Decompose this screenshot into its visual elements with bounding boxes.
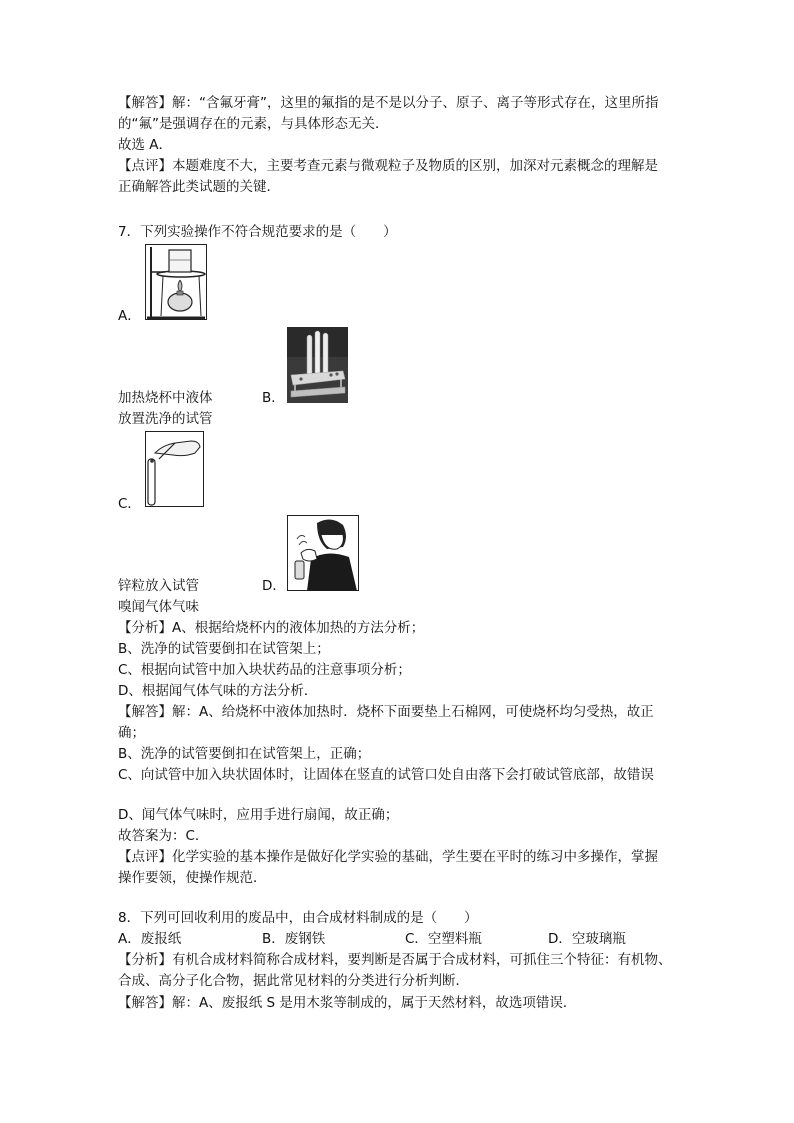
q7-analysis-line: C、根据向试管中加入块状药品的注意事项分析； bbox=[118, 662, 411, 678]
option-a-caption: 加热烧杯中液体 bbox=[118, 390, 213, 406]
q7-answer-line: 确； bbox=[118, 725, 145, 741]
q7-stem: 7．下列实验操作不符合规范要求的是（ ） bbox=[118, 224, 397, 240]
q8-answer: 【解答】解：A、废报纸 S 是用木浆等制成的，属于天然材料，故选项错误． bbox=[118, 995, 577, 1011]
q8-option-d: D．空玻璃瓶 bbox=[548, 931, 626, 947]
q6-answer-line2: 的“氟”是强调存在的元素，与具体形态无关． bbox=[118, 116, 389, 132]
q8-option-c: C．空塑料瓶 bbox=[405, 931, 482, 947]
q7-answer-line: C、向试管中加入块状固体时，让固体在竖直的试管口处自由落下会打破试管底部，故错误 bbox=[118, 767, 654, 783]
q8-option-b: B．废钢铁 bbox=[262, 931, 326, 947]
heating-beaker-figure bbox=[145, 244, 207, 320]
option-b-caption: 放置洗净的试管 bbox=[118, 411, 213, 427]
q7-answer-choice: 故答案为：C． bbox=[118, 828, 209, 844]
q8-option-a: A．废报纸 bbox=[118, 931, 182, 947]
option-a-letter: A． bbox=[118, 308, 141, 324]
q6-answer-line1: 【解答】解：“含氟牙膏”，这里的氟指的是不是以分子、原子、离子等形式存在，这里所指 bbox=[118, 95, 659, 111]
q6-comment-line1: 【点评】本题难度不大，主要考查元素与微观粒子及物质的区别，加深对元素概念的理解是 bbox=[118, 158, 658, 174]
q7-comment-line: 【点评】化学实验的基本操作是做好化学实验的基础，学生要在平时的练习中多操作，掌握 bbox=[118, 849, 658, 865]
q8-stem: 8．下列可回收利用的废品中，由合成材料制成的是（ ） bbox=[118, 910, 478, 926]
smell-gas-figure bbox=[287, 515, 359, 591]
q7-answer-line: B、洗净的试管要倒扣在试管架上，正确； bbox=[118, 746, 371, 762]
q7-analysis-line: D、根据闻气体气味的方法分析． bbox=[118, 683, 318, 699]
q7-analysis-line: B、洗净的试管要倒扣在试管架上； bbox=[118, 641, 330, 657]
option-b-letter: B． bbox=[262, 390, 285, 406]
q7-answer-line: 【解答】解：A、给烧杯中液体加热时．烧杯下面要垫上石棉网，可使烧杯均匀受热，故正 bbox=[118, 704, 654, 720]
option-d-caption: 嗅闻气体气味 bbox=[118, 599, 199, 615]
option-d-letter: D． bbox=[262, 578, 286, 594]
q8-analysis-line: 合成、高分子化合物，据此常见材料的分类进行分析判断． bbox=[118, 973, 469, 989]
zinc-tube-figure bbox=[145, 431, 204, 507]
q7-analysis-line: 【分析】A、根据给烧杯内的液体加热的方法分析； bbox=[118, 620, 425, 636]
test-tube-rack-figure bbox=[287, 327, 348, 403]
q7-comment-line: 操作要领，使操作规范． bbox=[118, 870, 267, 886]
q6-comment-line2: 正确解答此类试题的关键． bbox=[118, 179, 280, 195]
q8-analysis-line: 【分析】有机合成材料简称合成材料，要判断是否属于合成材料，可抓住三个特征：有机物、 bbox=[118, 952, 672, 968]
option-c-caption: 锌粒放入试管 bbox=[118, 578, 199, 594]
option-c-letter: C． bbox=[118, 496, 141, 512]
q7-answer-line: D、闻气体气味时，应用手进行扇闻，故正确； bbox=[118, 807, 399, 823]
q6-choice: 故选 A． bbox=[118, 137, 173, 153]
